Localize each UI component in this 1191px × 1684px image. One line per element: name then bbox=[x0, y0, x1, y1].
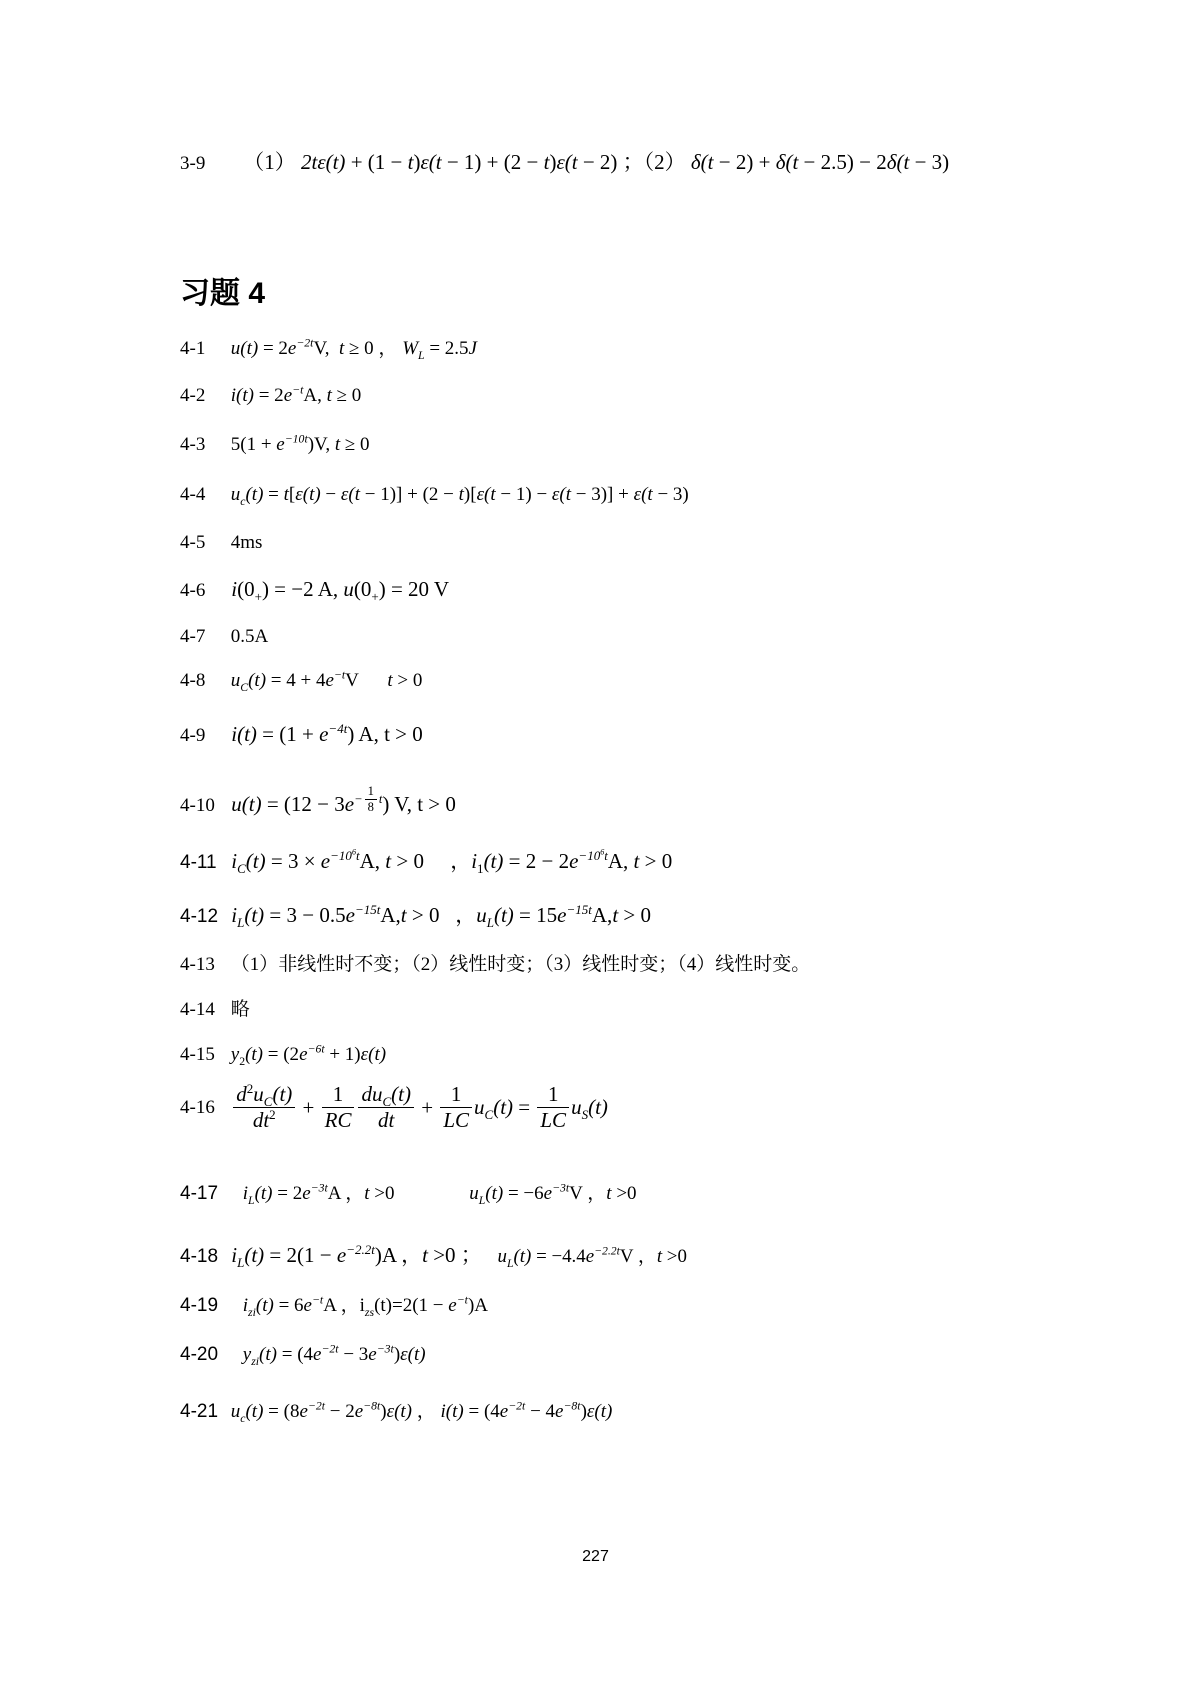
answer-4-11 bbox=[180, 845, 672, 875]
problem-label: 4-12 bbox=[180, 906, 219, 927]
answer-4-10 bbox=[180, 784, 456, 817]
formula: $i_L(t) = 3 - 0.5e^{-15t}A,t > 0$ ，$u_L(t) = 15e^{-15t}A,t > 0$ bbox=[231, 902, 651, 931]
problem-label: 4-10 bbox=[180, 794, 215, 816]
answer-4-8 bbox=[180, 670, 422, 692]
formula: $u_L(t) = -6e^{-3t}V$ ，t >0 bbox=[469, 1181, 637, 1207]
answer-4-5 bbox=[180, 532, 262, 554]
formula: $i(t) = (1 + e^{-4t})$ A, t > 0 bbox=[231, 721, 423, 746]
answer-4-3 bbox=[180, 434, 370, 456]
problem-label: 4-2 bbox=[180, 385, 206, 406]
part-marker-2: （2） bbox=[643, 150, 686, 174]
formula: $5(1 + e^{-10t})V$, t ≥ 0 bbox=[230, 432, 370, 455]
formula: $i(0_+) = -2$ A, $u(0_+) = 20$ V bbox=[231, 577, 450, 605]
formula: $i_L(t) = 2e^{-3t}A$ ，t >0 bbox=[242, 1181, 395, 1207]
problem-label: 4-19 bbox=[180, 1295, 219, 1316]
part-marker-1: （1） bbox=[243, 150, 296, 174]
answer-4-6 bbox=[180, 577, 450, 605]
problem-label: 4-17 bbox=[180, 1183, 219, 1204]
answer-4-2 bbox=[180, 385, 361, 407]
formula: $u_c(t) = (8e^{-2t} - 2e^{-8t})\varepsilon(t)$ ， $i(t) = (4e^{-2t} - 4e^{-8t})\varepsilon(t)$ bbox=[230, 1399, 613, 1425]
problem-label: 4-15 bbox=[180, 1044, 215, 1065]
problem-label: 4-8 bbox=[180, 670, 206, 691]
formula: $u(t) = (12 - 3e^{- \frac{1}{8} t})$ V, t > 0 bbox=[231, 784, 456, 816]
answer-4-19 bbox=[180, 1290, 488, 1317]
problem-label: 4-16 bbox=[180, 1096, 215, 1118]
formula: $i_{zi}(t) = 6e^{-t}A$ ，$i_{zs}(t)=2(1 - e^{-t})A$ bbox=[242, 1293, 488, 1319]
problem-label: 4-9 bbox=[180, 725, 206, 746]
formula: $u(t) = 2e^{-2t}V$, t ≥ 0 ， $W_L = 2.5J$ bbox=[230, 336, 477, 362]
problem-label: 3-9 bbox=[180, 153, 206, 174]
formula: $y_2(t) = (2e^{-6t} + 1)\varepsilon(t)$ bbox=[230, 1042, 387, 1068]
answer-4-1 bbox=[180, 333, 477, 360]
answer-4-17 bbox=[180, 1178, 637, 1205]
separator: ； bbox=[622, 150, 644, 174]
formula: $y_{zi}(t) = (4e^{-2t} - 3e^{-3t})\varepsilon(t)$ bbox=[242, 1342, 426, 1368]
answer-text: 4ms bbox=[230, 532, 263, 553]
answer-4-14 bbox=[180, 994, 250, 1021]
formula: $\frac{d^2u_C(t)}{dt^2}$ + $\frac{1}{RC}$ $\frac{du_C(t)}{dt}$ + $\frac{1}{LC}$ $u_C(t)$ = $\frac{1}{LC}$ $u_S(t)$ bbox=[231, 1094, 608, 1118]
formula: $i_L(t) = 2(1 - e^{-2.2t})A$ ，t >0 ； $u_L(t) = -4.4e^{-2.2t}V$ ，t >0 bbox=[231, 1242, 687, 1271]
answer-3-9 bbox=[180, 146, 949, 176]
answer-text: （1）非线性时不变；（2）线性时变；（3）线性时变；（4）线性时变。 bbox=[230, 954, 811, 975]
formula: δ(t − 2) + δ(t − 2.5) − 2δ(t − 3) bbox=[690, 150, 950, 174]
formula: $i_C(t) = 3 \times e^{-10^6t}A$, t > 0 ，$i_1(t) = 2 - 2e^{-10^6t}A$, t > 0 bbox=[231, 847, 673, 877]
problem-label: 4-11 bbox=[180, 852, 217, 873]
answer-4-4 bbox=[180, 484, 689, 506]
answer-text: 略 bbox=[230, 999, 250, 1020]
answer-4-12 bbox=[180, 899, 651, 929]
formula: $u_C(t) = 4 + 4e^{-t}V$ t > 0 bbox=[230, 668, 423, 694]
answer-4-16 bbox=[180, 1082, 608, 1133]
problem-label: 4-5 bbox=[180, 532, 206, 553]
problem-label: 4-13 bbox=[180, 954, 215, 975]
problem-label: 4-7 bbox=[180, 626, 206, 647]
answer-4-18 bbox=[180, 1239, 687, 1269]
section-heading: 习题 4 bbox=[180, 277, 266, 310]
answer-4-21 bbox=[180, 1396, 612, 1423]
page-number: 227 bbox=[582, 1548, 609, 1565]
problem-label: 4-3 bbox=[180, 434, 206, 455]
answer-text: 0.5A bbox=[230, 626, 269, 647]
problem-label: 4-21 bbox=[180, 1401, 219, 1422]
problem-label: 4-14 bbox=[180, 999, 215, 1020]
problem-label: 4-20 bbox=[180, 1344, 219, 1365]
answer-4-9 bbox=[180, 722, 423, 747]
answer-4-15 bbox=[180, 1044, 386, 1066]
formula: $u_c(t) = t[\varepsilon(t) - \varepsilon(t - 1)] + (2 - t)[\varepsilon(t - 1) - \varepsilon(t - 3)] + \varepsilon(t - 3)$ bbox=[230, 484, 689, 508]
answer-4-13 bbox=[180, 949, 810, 976]
answer-4-7 bbox=[180, 626, 268, 648]
problem-label: 4-4 bbox=[180, 484, 206, 505]
problem-label: 4-1 bbox=[180, 338, 206, 359]
formula: 2tε(t) + (1 − t)ε(t − 1) + (2 − t)ε(t − 2) bbox=[301, 150, 618, 174]
answer-4-20 bbox=[180, 1344, 426, 1366]
formula: $i(t) = 2e^{-t}A$, t ≥ 0 bbox=[230, 383, 362, 406]
problem-label: 4-18 bbox=[180, 1246, 219, 1267]
problem-label: 4-6 bbox=[180, 580, 206, 601]
